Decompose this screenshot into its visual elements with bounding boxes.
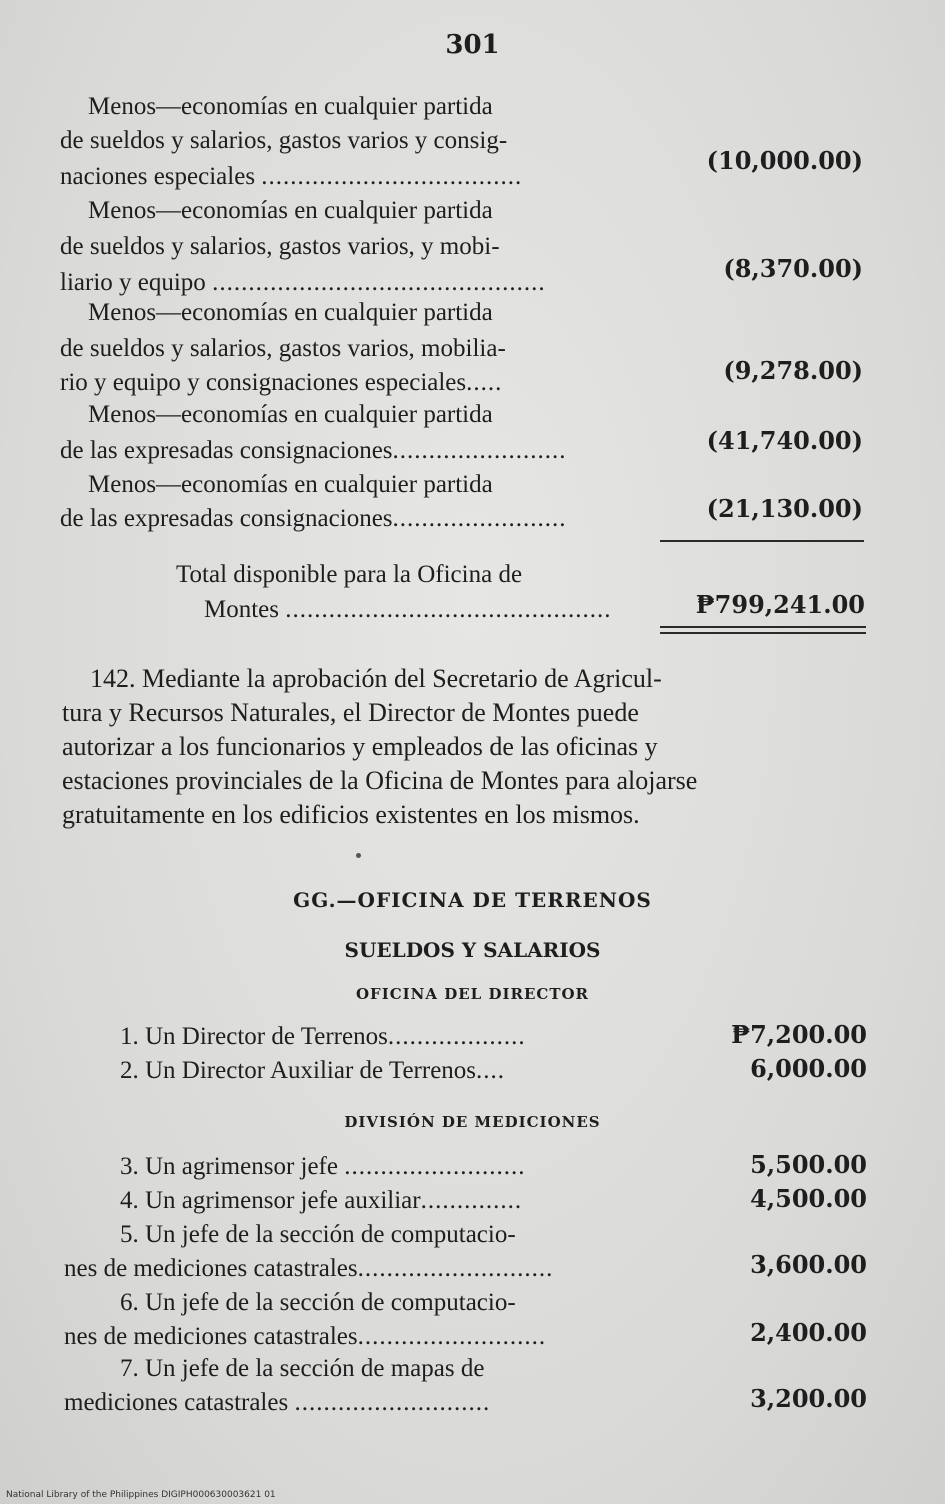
reduction-1-line-2: de sueldos y salarios, gastos varios y consig-: [60, 127, 508, 154]
paragraph-142-line-5: gratuitamente en los edificios existentes en los mismos.: [62, 800, 640, 829]
division-item-7-line-1: 7. Un jefe de la sección de mapas de: [120, 1355, 485, 1382]
reduction-1-line-1: Menos—economías en cualquier partida: [88, 93, 493, 120]
division-item-5-amount: 3,600.00: [750, 1250, 867, 1279]
section-title: GG.—OFICINA DE TERRENOS: [293, 888, 652, 912]
reduction-4-line-1: Menos—economías en cualquier partida: [88, 401, 493, 428]
page-number: 301: [445, 30, 500, 60]
division-item-6-line-1: 6. Un jefe de la sección de computacio-: [120, 1289, 516, 1316]
division-item-7-amount: 3,200.00: [750, 1384, 867, 1413]
reduction-4-line-2: de las expresadas consignaciones........................: [60, 437, 567, 464]
total-rule-2: [660, 632, 866, 634]
reduction-2-line-3: liario y equipo ..............................................: [60, 269, 546, 296]
reduction-2-line-2: de sueldos y salarios, gastos varios, y mobi-: [60, 233, 500, 260]
reduction-3-line-1: Menos—economías en cualquier partida: [88, 299, 493, 326]
division-title: DIVISIÓN DE MEDICIONES: [344, 1113, 601, 1131]
total-amount: ₱799,241.00: [695, 590, 865, 619]
reduction-4-amount: (41,740.00): [706, 426, 863, 455]
division-item-3: 3. Un agrimensor jefe .........................: [120, 1153, 526, 1180]
footer-credit: National Library of the Philippines DIGIPH000630003621 01: [6, 1490, 276, 1500]
reduction-5-line-2: de las expresadas consignaciones........................: [60, 505, 567, 532]
director-item-2-amount: 6,000.00: [750, 1054, 867, 1083]
division-item-4-amount: 4,500.00: [750, 1184, 867, 1213]
division-item-3-amount: 5,500.00: [750, 1150, 867, 1179]
ink-speck: [356, 853, 361, 858]
division-item-5-line-1: 5. Un jefe de la sección de computacio-: [120, 1221, 516, 1248]
reduction-1-line-3: naciones especiales ....................................: [60, 163, 523, 190]
subtotal-rule: [660, 540, 864, 542]
paragraph-142-line-1: 142. Mediante la aprobación del Secretario de Agricul-: [90, 664, 662, 693]
total-line-2: Montes .............................................: [204, 596, 612, 623]
division-item-6-line-2: nes de mediciones catastrales..........................: [64, 1323, 547, 1350]
reduction-3-line-2: de sueldos y salarios, gastos varios, mobilia-: [60, 335, 506, 362]
director-item-1-amount: ₱7,200.00: [731, 1020, 867, 1049]
reduction-3-amount: (9,278.00): [723, 356, 863, 385]
reduction-1-amount: (10,000.00): [706, 146, 863, 175]
paragraph-142-line-3: autorizar a los funcionarios y empleados de las oficinas y: [62, 732, 658, 761]
total-rule-1: [660, 626, 866, 628]
division-item-7-line-2: mediciones catastrales ...........................: [64, 1389, 491, 1416]
division-item-5-line-2: nes de mediciones catastrales...........................: [64, 1255, 554, 1282]
reduction-5-amount: (21,130.00): [706, 494, 863, 523]
division-item-6-amount: 2,400.00: [750, 1318, 867, 1347]
paragraph-142-line-4: estaciones provinciales de la Oficina de Montes para alojarse: [62, 766, 698, 795]
director-item-1: 1. Un Director de Terrenos...................: [120, 1023, 526, 1050]
reduction-2-line-1: Menos—economías en cualquier partida: [88, 197, 493, 224]
total-line-1: Total disponible para la Oficina de: [176, 561, 523, 588]
director-item-2: 2. Un Director Auxiliar de Terrenos....: [120, 1057, 506, 1084]
reduction-2-amount: (8,370.00): [723, 254, 863, 283]
reduction-3-line-3: rio y equipo y consignaciones especiales.....: [60, 369, 503, 396]
office-director-title: OFICINA DEL DIRECTOR: [355, 985, 590, 1003]
reduction-5-line-1: Menos—economías en cualquier partida: [88, 471, 493, 498]
paragraph-142-line-2: tura y Recursos Naturales, el Director de Montes puede: [62, 698, 639, 727]
division-item-4: 4. Un agrimensor jefe auxiliar..............: [120, 1187, 523, 1214]
subsection-title: SUELDOS Y SALARIOS: [344, 938, 601, 962]
